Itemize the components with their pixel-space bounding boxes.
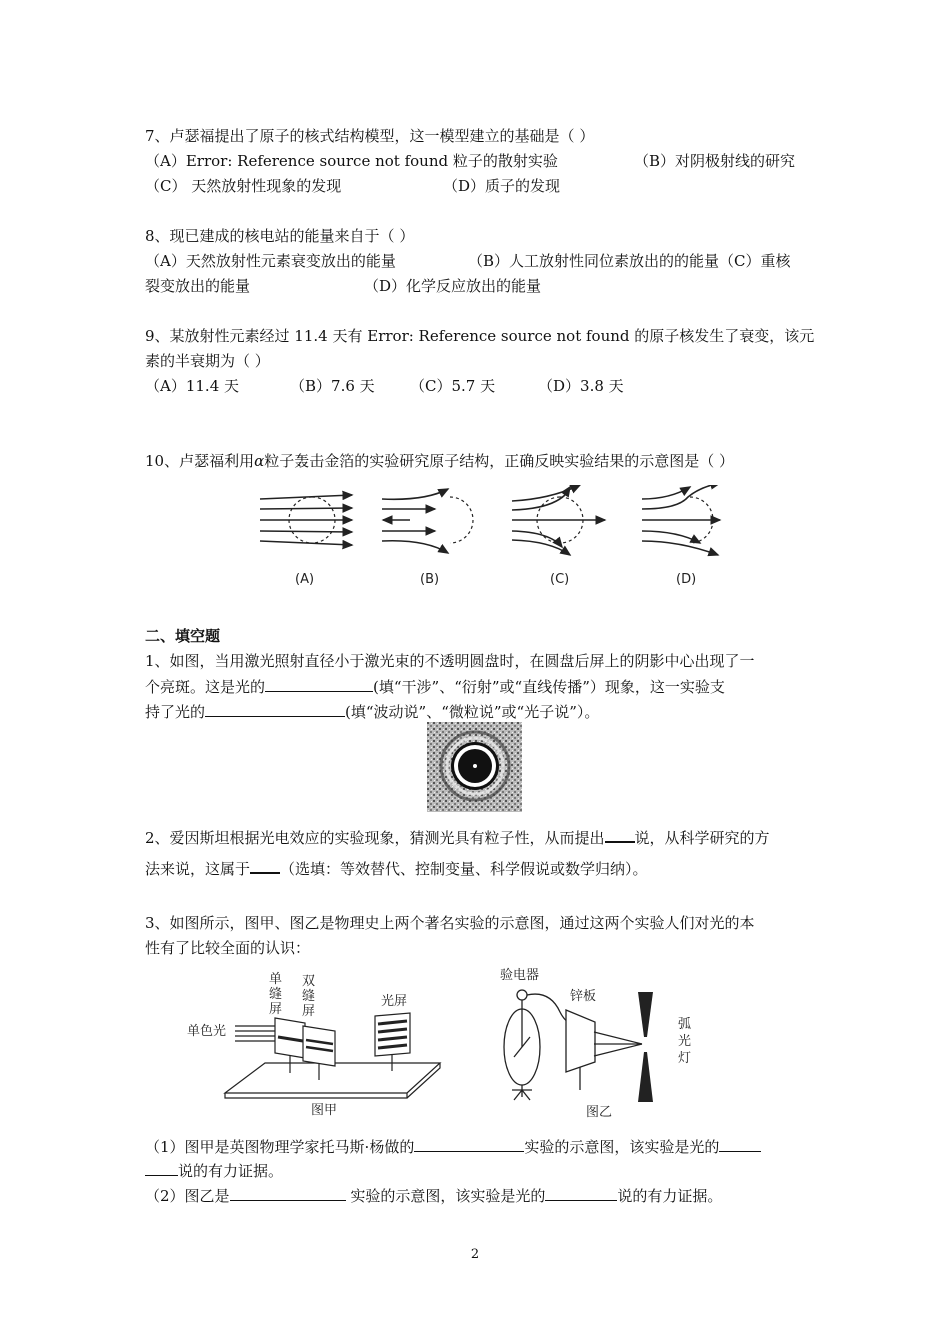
q8-stem: 8、现已建成的核电站的能量来自于（ ） xyxy=(145,227,415,245)
q7-option-c: （C） 天然放射性现象的发现 xyxy=(145,177,342,195)
f3-answer2 xyxy=(145,1185,722,1206)
answer-blank[interactable] xyxy=(230,1185,346,1201)
f2-line2-b: （选填：等效替代、控制变量、科学假说或数学归纳）。 xyxy=(280,860,648,878)
f2-line2-a: 法来说，这属于 xyxy=(145,860,251,878)
f1-line3 xyxy=(145,701,599,722)
f1-line2-a: 个亮斑。这是光的 xyxy=(145,678,266,696)
f2-line1-a: 2、爱因斯坦根据光电效应的实验现象，猜测光具有粒子性，从而提出 xyxy=(145,829,605,847)
single-slit-label-2: 缝 xyxy=(269,987,283,1002)
answer-blank[interactable] xyxy=(545,1185,617,1201)
q8-option-d: （D）化学反应放出的能量 xyxy=(364,277,542,295)
f3-answer2-a: （2）图乙是 xyxy=(145,1187,230,1205)
answer-blank[interactable] xyxy=(145,1160,178,1176)
label-b: (B) xyxy=(420,572,440,587)
page-number: 2 xyxy=(470,1247,480,1262)
q9-option-b: （B）7.6 天 xyxy=(290,377,375,395)
arc-lamp-label-2: 光 xyxy=(678,1034,692,1049)
rutherford-scattering-figure xyxy=(250,485,730,590)
answer-blank[interactable] xyxy=(250,857,280,874)
q10-stem-pre: 10、卢瑟福利用 xyxy=(145,452,255,470)
q9-stem-line1: 9、某放射性元素经过 11.4 天有 Error: Reference source not found 的原子核发生了衰变，该元 xyxy=(145,327,815,345)
single-slit-label-3: 屏 xyxy=(269,1002,283,1017)
arc-lamp-label-3: 灯 xyxy=(678,1051,692,1066)
zinc-plate-label: 锌板 xyxy=(570,989,597,1004)
f2-line1-b: 说，从科学研究的方 xyxy=(634,829,770,847)
answer-blank[interactable] xyxy=(719,1136,761,1152)
q9-stem-line2: 素的半衰期为（ ） xyxy=(145,352,270,370)
poisson-spot-image xyxy=(427,722,522,812)
f3-answer1-cont xyxy=(145,1160,283,1181)
f1-line2-b: (填“干涉”、“衍射”或“直线传播”）现象，这一实验支 xyxy=(373,678,725,696)
figure-yi-photoelectric xyxy=(490,962,720,1122)
answer-blank[interactable] xyxy=(414,1136,524,1152)
q7-option-d: （D）质子的发现 xyxy=(443,177,561,195)
f3-answer2-b: 实验的示意图，该实验是光的 xyxy=(345,1187,546,1205)
q8-option-bc: （B）人工放射性同位素放出的的能量（C）重核 xyxy=(468,252,791,270)
q10-stem xyxy=(145,451,734,471)
label-c: (C) xyxy=(550,572,570,587)
answer-blank[interactable] xyxy=(605,826,635,843)
label-d: (D) xyxy=(676,572,697,587)
q7-option-b: （B）对阴极射线的研究 xyxy=(634,152,796,170)
f3-line1: 3、如图所示，图甲、图乙是物理史上两个著名实验的示意图，通过这两个实验人们对光的本 xyxy=(145,914,755,932)
q8-option-c-cont: 裂变放出的能量 xyxy=(145,277,251,295)
q7-stem: 7、卢瑟福提出了原子的核式结构模型，这一模型建立的基础是（ ） xyxy=(145,127,595,145)
f1-line3-b: (填“波动说”、“微粒说”或“光子说”）。 xyxy=(345,703,600,721)
mono-light-label: 单色光 xyxy=(187,1024,227,1039)
f1-line1: 1、如图，当用激光照射直径小于激光束的不透明圆盘时，在圆盘后屏上的阴影中心出现了一 xyxy=(145,652,755,670)
screen-label: 光屏 xyxy=(381,994,408,1009)
f3-answer1-c: 说的有力证据。 xyxy=(178,1162,284,1180)
q9-option-c: （C）5.7 天 xyxy=(410,377,496,395)
answer-blank[interactable] xyxy=(265,676,373,692)
f1-line2 xyxy=(145,676,725,697)
diagram-a xyxy=(260,495,352,545)
f3-line2: 性有了比较全面的认识： xyxy=(145,939,311,957)
f3-answer1 xyxy=(145,1136,761,1157)
arc-lamp-label-1: 弧 xyxy=(678,1017,692,1032)
f3-answer1-a: （1）图甲是英图物理学家托马斯·杨做的 xyxy=(145,1138,415,1156)
f3-answer2-c: 说的有力证据。 xyxy=(617,1187,723,1205)
diagram-d xyxy=(642,485,720,555)
double-slit-label-3: 屏 xyxy=(302,1004,316,1019)
f2-line2 xyxy=(145,857,648,879)
f3-answer1-b: 实验的示意图，该实验是光的 xyxy=(524,1138,720,1156)
f1-line3-a: 持了光的 xyxy=(145,703,206,721)
q7-option-a: （A）Error: Reference source not found 粒子的散射实验 xyxy=(145,152,558,170)
diagram-c xyxy=(512,485,605,555)
electroscope-label: 验电器 xyxy=(500,968,540,983)
single-slit-label-1: 单 xyxy=(269,972,283,987)
figure-jia-caption: 图甲 xyxy=(311,1103,338,1118)
q9-option-a: （A）11.4 天 xyxy=(145,377,239,395)
diagram-b xyxy=(382,489,473,553)
q10-stem-post: 粒子轰击金箔的实验研究原子结构，正确反映实验结果的示意图是（ ） xyxy=(264,452,735,470)
answer-blank[interactable] xyxy=(205,701,345,717)
figure-yi-caption: 图乙 xyxy=(586,1105,613,1120)
double-slit-label-1: 双 xyxy=(302,974,316,989)
f2-line1 xyxy=(145,826,770,848)
section-title: 二、填空题 xyxy=(145,627,221,645)
label-a: (A) xyxy=(295,572,315,587)
double-slit-label-2: 缝 xyxy=(302,989,316,1004)
alpha-symbol: α xyxy=(254,452,265,470)
figure-jia-double-slit xyxy=(185,968,445,1118)
q8-option-a: （A）天然放射性元素衰变放出的能量 xyxy=(145,252,396,270)
q9-option-d: （D）3.8 天 xyxy=(538,377,624,395)
